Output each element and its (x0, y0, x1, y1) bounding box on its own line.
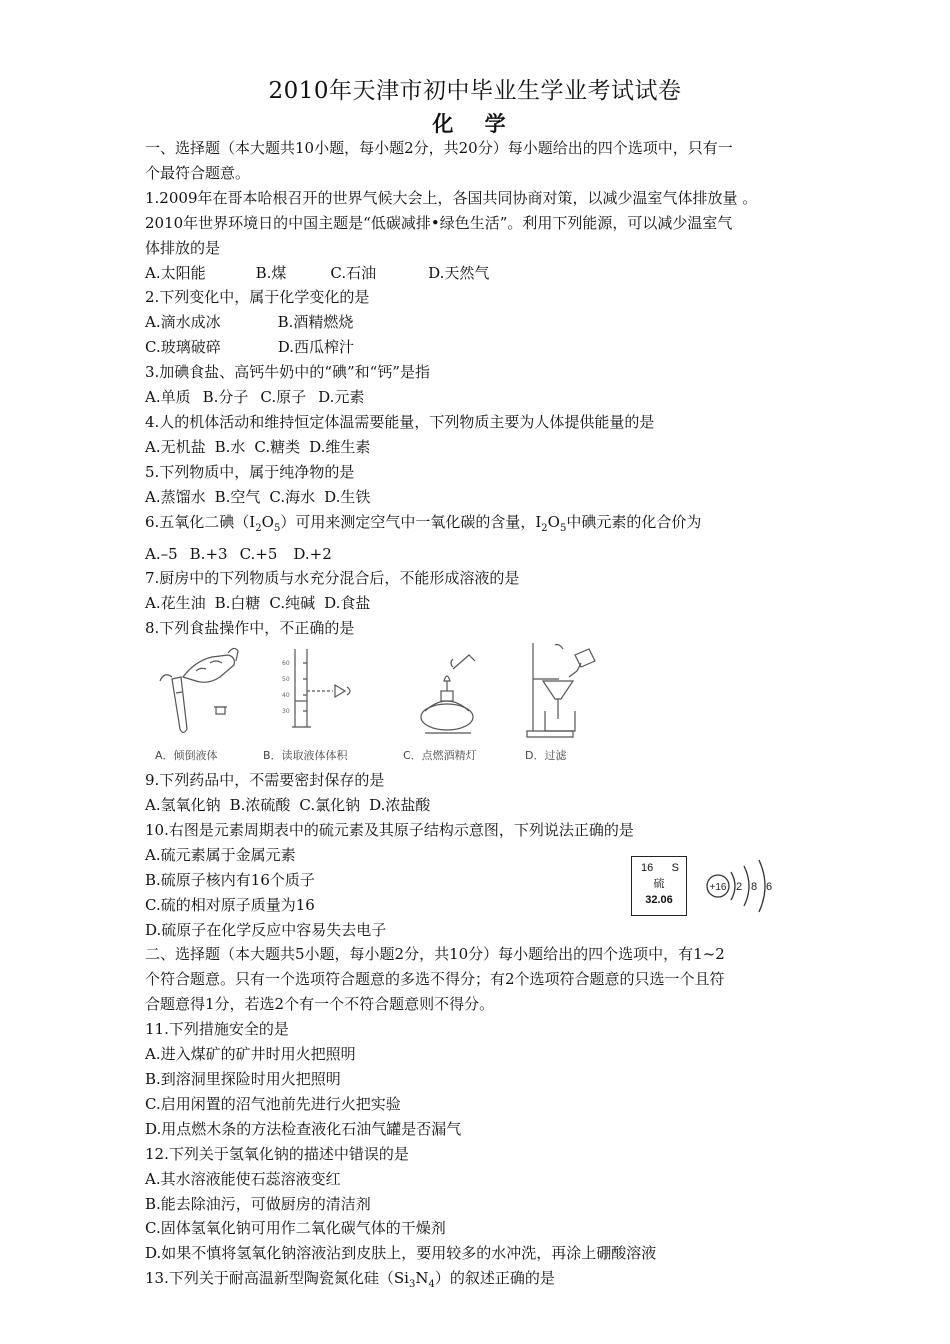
question-9-stem: 9.下列药品中，不需要密封保存的是 (145, 771, 385, 790)
option: D.维生素 (309, 437, 371, 456)
question-1-stem: 体排放的是 (145, 238, 221, 257)
option: A.进入煤矿的矿井时用火把照明 (145, 1045, 356, 1064)
filtration-illustration (515, 641, 610, 743)
option: B.空气 (214, 487, 261, 506)
question-10 (145, 818, 813, 943)
option: B.到溶洞里探险时用火把照明 (145, 1070, 341, 1088)
atomic-mass: 32.06 (645, 893, 673, 906)
option: A.氢氧化钠 (145, 796, 221, 815)
option: B.硫原子核内有16个质子 (145, 870, 315, 889)
option: A.单质 (145, 388, 191, 407)
option: A.蒸馏水 (145, 487, 206, 506)
question-1-options (145, 261, 813, 286)
option: D.天然气 (428, 263, 490, 282)
graduated-cylinder-illustration (275, 641, 370, 741)
option: B.+3 (189, 544, 228, 563)
cylinder-tick-label: 30 (282, 708, 290, 716)
option: D.生铁 (324, 487, 371, 506)
option: C.+5 (239, 544, 278, 563)
option: C.海水 (269, 487, 316, 506)
option: D.+2 (293, 544, 332, 563)
question-6-options (145, 542, 813, 567)
option: C.固体氢氧化钠可用作二氧化碳气体的干燥剂 (145, 1219, 446, 1238)
option: C.启用闲置的沼气池前先进行火把实验 (145, 1094, 401, 1113)
question-6-stem: 6.五氧化二碘$(I_2O_5)$可用来测定空气中一氧化碳的含量，$I_2O_5$中碘元素的化合价为 (145, 512, 702, 534)
figure-caption: A．倾倒液体 (155, 749, 218, 763)
shell-electron-count: 2 (736, 880, 743, 893)
question-1-stem: 2010年世界环境日的中国主题是“低碳减排•绿色生活”。利用下列能源，可以减少温室气 (145, 213, 733, 232)
option: C.原子 (260, 388, 307, 407)
question-7-options (145, 591, 813, 616)
subject-title: 化 学 (432, 111, 518, 136)
option: D.硫原子在化学反应中容易失去电子 (145, 920, 387, 939)
option: D.元素 (318, 388, 365, 407)
shell-electron-count: 8 (751, 880, 758, 893)
option: D.浓盐酸 (369, 796, 431, 815)
pouring-liquid-illustration (150, 641, 250, 741)
option: C.硫的相对原子质量为16 (145, 895, 315, 914)
option: C.糖类 (254, 437, 301, 456)
option: D.用点燃木条的方法检查液化石油气罐是否漏气 (145, 1119, 462, 1138)
cylinder-tick-label: 60 (282, 660, 290, 668)
option: B.浓硫酸 (229, 796, 291, 815)
question-2-options (145, 310, 813, 335)
option: D.食盐 (324, 594, 371, 613)
question-5-stem: 5.下列物质中，属于纯净物的是 (145, 462, 355, 481)
periodic-table-cell (631, 856, 687, 916)
element-symbol: S (671, 861, 679, 874)
exam-content (145, 136, 813, 1298)
option: D.西瓜榨汁 (277, 338, 354, 357)
cylinder-tick-label: 50 (282, 676, 290, 684)
question-13-stem: 13.下列关于耐高温新型陶瓷氮化硅$(Si_3N_4)$的叙述正确的是 (145, 1269, 555, 1291)
question-1-stem: 1.2009年在哥本哈根召开的世界气候大会上，各国共同协商对策，以减少温室气体排放量 。 (145, 188, 758, 207)
question-2-stem: 2.下列变化中，属于化学变化的是 (145, 288, 370, 307)
figure-caption: C．点燃酒精灯 (403, 749, 477, 763)
question-10-stem: 10.右图是元素周期表中的硫元素及其原子结构示意图，下列说法正确的是 (145, 820, 634, 839)
question-5-options (145, 485, 813, 510)
shell-electron-count: 6 (766, 880, 773, 893)
question-12-stem: 12.下列关于氢氧化钠的描述中错误的是 (145, 1144, 409, 1163)
option: D.如果不慎将氢氧化钠溶液沾到皮肤上，要用较多的水冲洗，再涂上硼酸溶液 (145, 1244, 657, 1263)
section2-intro: 合题意得1分，若选2个有一个不符合题意则不得分。 (145, 995, 495, 1014)
option: B.能去除油污，可做厨房的清洁剂 (145, 1194, 371, 1213)
option: B.分子 (202, 388, 249, 407)
lab-operations-figure (145, 641, 813, 768)
question-3-stem: 3.加碘食盐、高钙牛奶中的“碘”和“钙”是指 (145, 363, 430, 382)
option: A.太阳能 (145, 263, 206, 282)
question-4-options (145, 435, 813, 460)
option: A.–5 (145, 544, 178, 563)
option: B.煤 (255, 263, 287, 282)
alcohol-lamp-illustration (415, 641, 505, 741)
atom-structure-diagram (701, 856, 791, 916)
option: A.其水溶液能使石蕊溶液变红 (145, 1169, 341, 1188)
option: C.玻璃破碎 (145, 338, 221, 357)
option: C.氯化钠 (299, 796, 361, 815)
question-7-stem: 7.厨房中的下列物质与水充分混合后，不能形成溶液的是 (145, 569, 520, 588)
option: B.水 (214, 437, 246, 456)
figure-caption: B．读取液体体积 (263, 749, 348, 763)
question-8-stem: 8.下列食盐操作中，不正确的是 (145, 619, 355, 638)
page-title: 2010年天津市初中毕业生学业考试试卷 (268, 78, 682, 104)
option: A.硫元素属于金属元素 (145, 845, 296, 864)
option: A.花生油 (145, 594, 206, 613)
question-2-options (145, 335, 813, 360)
element-name: 硫 (653, 877, 665, 890)
option: B.白糖 (214, 594, 261, 613)
section1-intro: 一、选择题（本大题共10小题，每小题2分，共20分）每小题给出的四个选项中，只有一 (145, 139, 733, 157)
option: A.无机盐 (145, 437, 206, 456)
option: C.纯碱 (269, 594, 316, 613)
section2-intro: 个符合题意。只有一个选项符合题意的多选不得分；有2个选项符合题意的只选一个且符 (145, 970, 725, 989)
question-3-options (145, 385, 813, 410)
nucleus-charge: +16 (709, 881, 727, 893)
figure-caption: D．过滤 (525, 749, 567, 763)
question-4-stem: 4.人的机体活动和维持恒定体温需要能量，下列物质主要为人体提供能量的是 (145, 412, 655, 431)
atomic-number: 16 (641, 861, 654, 874)
option: A.滴水成冰 (145, 313, 221, 332)
section1-intro: 个最符合题意。 (145, 163, 251, 182)
option: B.酒精燃烧 (277, 313, 354, 332)
question-11-stem: 11.下列措施安全的是 (145, 1020, 289, 1039)
cylinder-tick-label: 40 (282, 692, 290, 700)
option: C.石油 (330, 263, 377, 282)
section2-intro: 二、选择题（本大题共5小题，每小题2分，共10分）每小题给出的四个选项中，有1~2 (145, 945, 725, 964)
question-9-options (145, 793, 813, 818)
